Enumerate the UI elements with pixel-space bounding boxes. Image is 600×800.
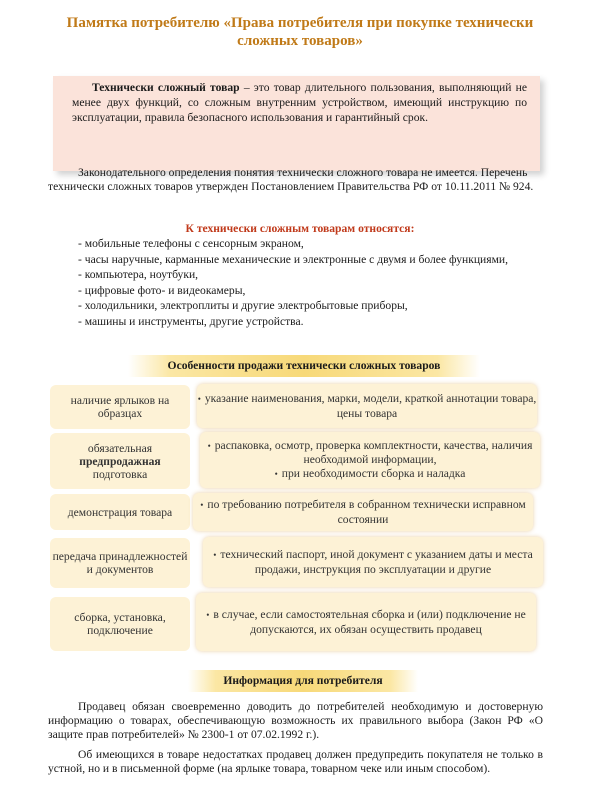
feature-bullet: • при необходимости сборка и наладка <box>274 466 466 480</box>
feature-label-demonstration: демонстрация товара <box>50 494 190 530</box>
list-item: - компьютера, ноутбуки, <box>78 268 199 281</box>
product-list <box>48 236 543 329</box>
feature-label-assembly: сборка, установка, подключение <box>50 597 190 651</box>
definition-text <box>72 80 527 125</box>
feature-bullet: • указание наименования, марки, модели, краткой аннотации товара, цены товара <box>197 392 537 420</box>
list-heading: К технически сложным товарам относятся: <box>185 222 415 235</box>
definition-term: Технически сложный товар <box>92 81 240 94</box>
definition-body: – это товар длительного пользования, выполняющий не менее двух функций, со сложным внутренним устройством, имеющий инструкцию по эксплуатации, правила безопасного использования и гарантийный срок. <box>72 81 527 124</box>
feature-bullet: • распаковка, осмотр, проверка комплектности, качества, наличия необходимой информации, <box>207 438 533 467</box>
info-paragraph-1: Продавец обязан своевременно доводить до потребителей необходимую и достоверную информацию о товарах, обеспечивающую возможность их правильного выбора (Закон РФ «О защите прав потребителей» № 2300-1 от 07.02.1992 г.). <box>48 700 543 741</box>
feature-detail-preparation <box>200 432 540 488</box>
page-title: Памятка потребителю «Права потребителя при покупке технически сложных товаров» <box>66 15 534 49</box>
info-paragraph-2: Об имеющихся в товаре недостатках продавец должен предупредить покупателя не только в устной, но и в письменной форме (на ярлыке товара, товарном чеке или иным способом). <box>48 748 543 775</box>
feature-detail-demonstration <box>193 493 533 531</box>
features-heading: Особенности продажи технически сложных товаров <box>128 355 480 377</box>
feature-detail-assembly <box>196 593 536 651</box>
law-paragraph: Законодательного определения понятия технически сложного товара не имеется. Перечень технически сложных товаров утвержден Постановлением Правительства РФ от 10.11.2011 № 924. <box>48 166 534 193</box>
feature-label-documents: передача принадлежностей и документов <box>50 538 190 588</box>
list-item: - мобильные телефоны с сенсорным экраном, <box>78 237 304 250</box>
feature-bullet: • технический паспорт, иной документ с указанием даты и места продажи, инструкция по эксплуатации и другие <box>213 548 533 576</box>
info-heading: Информация для потребителя <box>188 670 418 692</box>
feature-detail-documents <box>203 537 543 587</box>
feature-label-preparation: обязательная предпродажная подготовка <box>50 433 190 489</box>
list-item: - цифровые фото- и видеокамеры, <box>78 283 246 297</box>
feature-label-labels: наличие ярлыков на образцах <box>50 385 190 429</box>
feature-bullet: • в случае, если самостоятельная сборка и (или) подключение не допускаются, их обязан осуществить продавец <box>206 608 526 636</box>
feature-detail-labels <box>197 384 537 428</box>
list-item: - машины и инструменты, другие устройства. <box>78 314 304 328</box>
feature-bullet: • по требованию потребителя в собранном технически исправном состоянии <box>200 498 526 526</box>
list-item: - холодильники, электроплиты и другие электробытовые приборы, <box>78 299 408 312</box>
list-item: - часы наручные, карманные механические и электронные с двумя и более функциями, <box>78 252 509 266</box>
